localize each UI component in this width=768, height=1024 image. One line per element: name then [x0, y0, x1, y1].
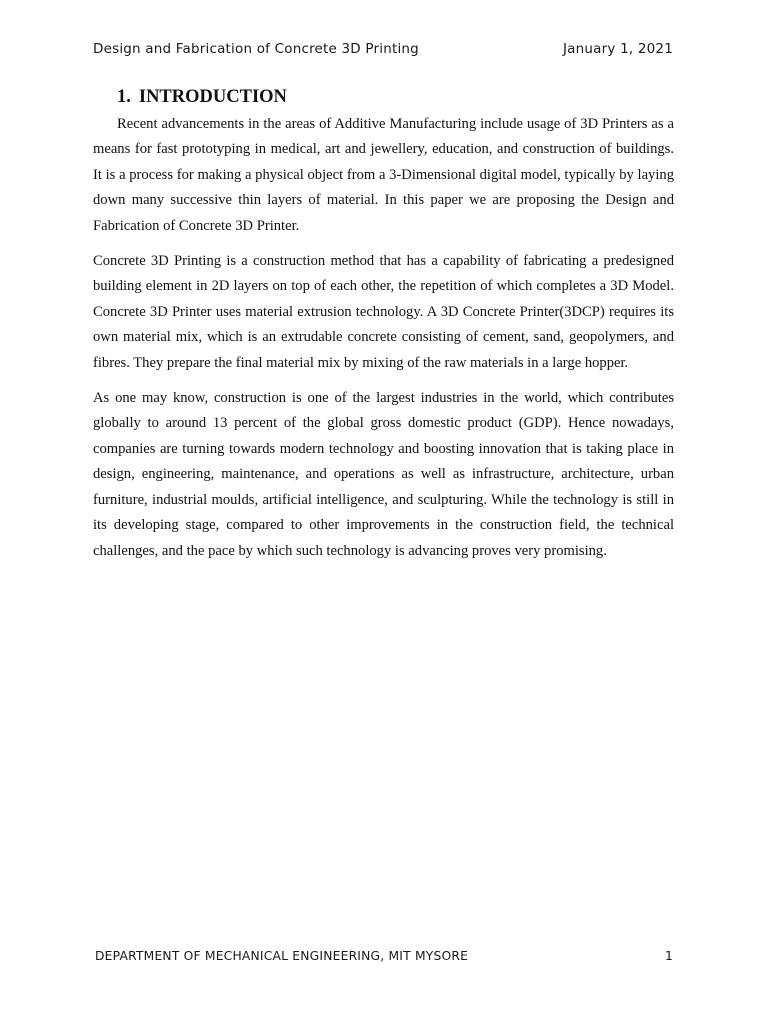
footer-department: DEPARTMENT OF MECHANICAL ENGINEERING, MIT MYSORE — [95, 949, 469, 963]
page-content — [93, 86, 674, 574]
section-heading — [117, 86, 674, 108]
paragraph-2: Concrete 3D Printing is a construction method that has a capability of fabricating a predesigned building element in 2D layers on top of each other, the repetition of which completes a 3D Model. Concrete 3D Printer uses material extrusion technology. A 3D Concrete Printer(3DCP) requires its own material mix, which is an extrudable concrete consisting of cement, sand, geopolymers, and fibres. They prepare the final material mix by mixing of the raw materials in a large hopper. — [93, 253, 674, 371]
header-date: January 1, 2021 — [563, 41, 673, 57]
section-title: INTRODUCTION — [138, 87, 287, 107]
page-header — [93, 41, 673, 57]
page-footer — [95, 949, 673, 963]
paragraph-1: Recent advancements in the areas of Additive Manufacturing include usage of 3D Printers as a means for fast prototyping in medical, art and jewellery, education, and construction of buildings. It is a process for making a physical object from a 3-Dimensional digital model, typically by laying down many successive thin layers of material. In this paper we are proposing the Design and Fabrication of Concrete 3D Printer. — [93, 116, 674, 234]
paragraph-3: As one may know, construction is one of the largest industries in the world, which contributes globally to around 13 percent of the global gross domestic product (GDP). Hence nowadays, companies are turning towards modern technology and boosting innovation that is taking place in design, engineering, maintenance, and operations as well as infrastructure, architecture, urban furniture, industrial moulds, artificial intelligence, and sculpturing. While the technology is still in its developing stage, compared to other improvements in the construction field, the technical challenges, and the pace by which such technology is advancing proves very promising. — [93, 390, 674, 559]
page-number: 1 — [664, 949, 673, 963]
header-title: Design and Fabrication of Concrete 3D Printing — [93, 41, 419, 57]
section-number: 1. — [117, 87, 131, 107]
